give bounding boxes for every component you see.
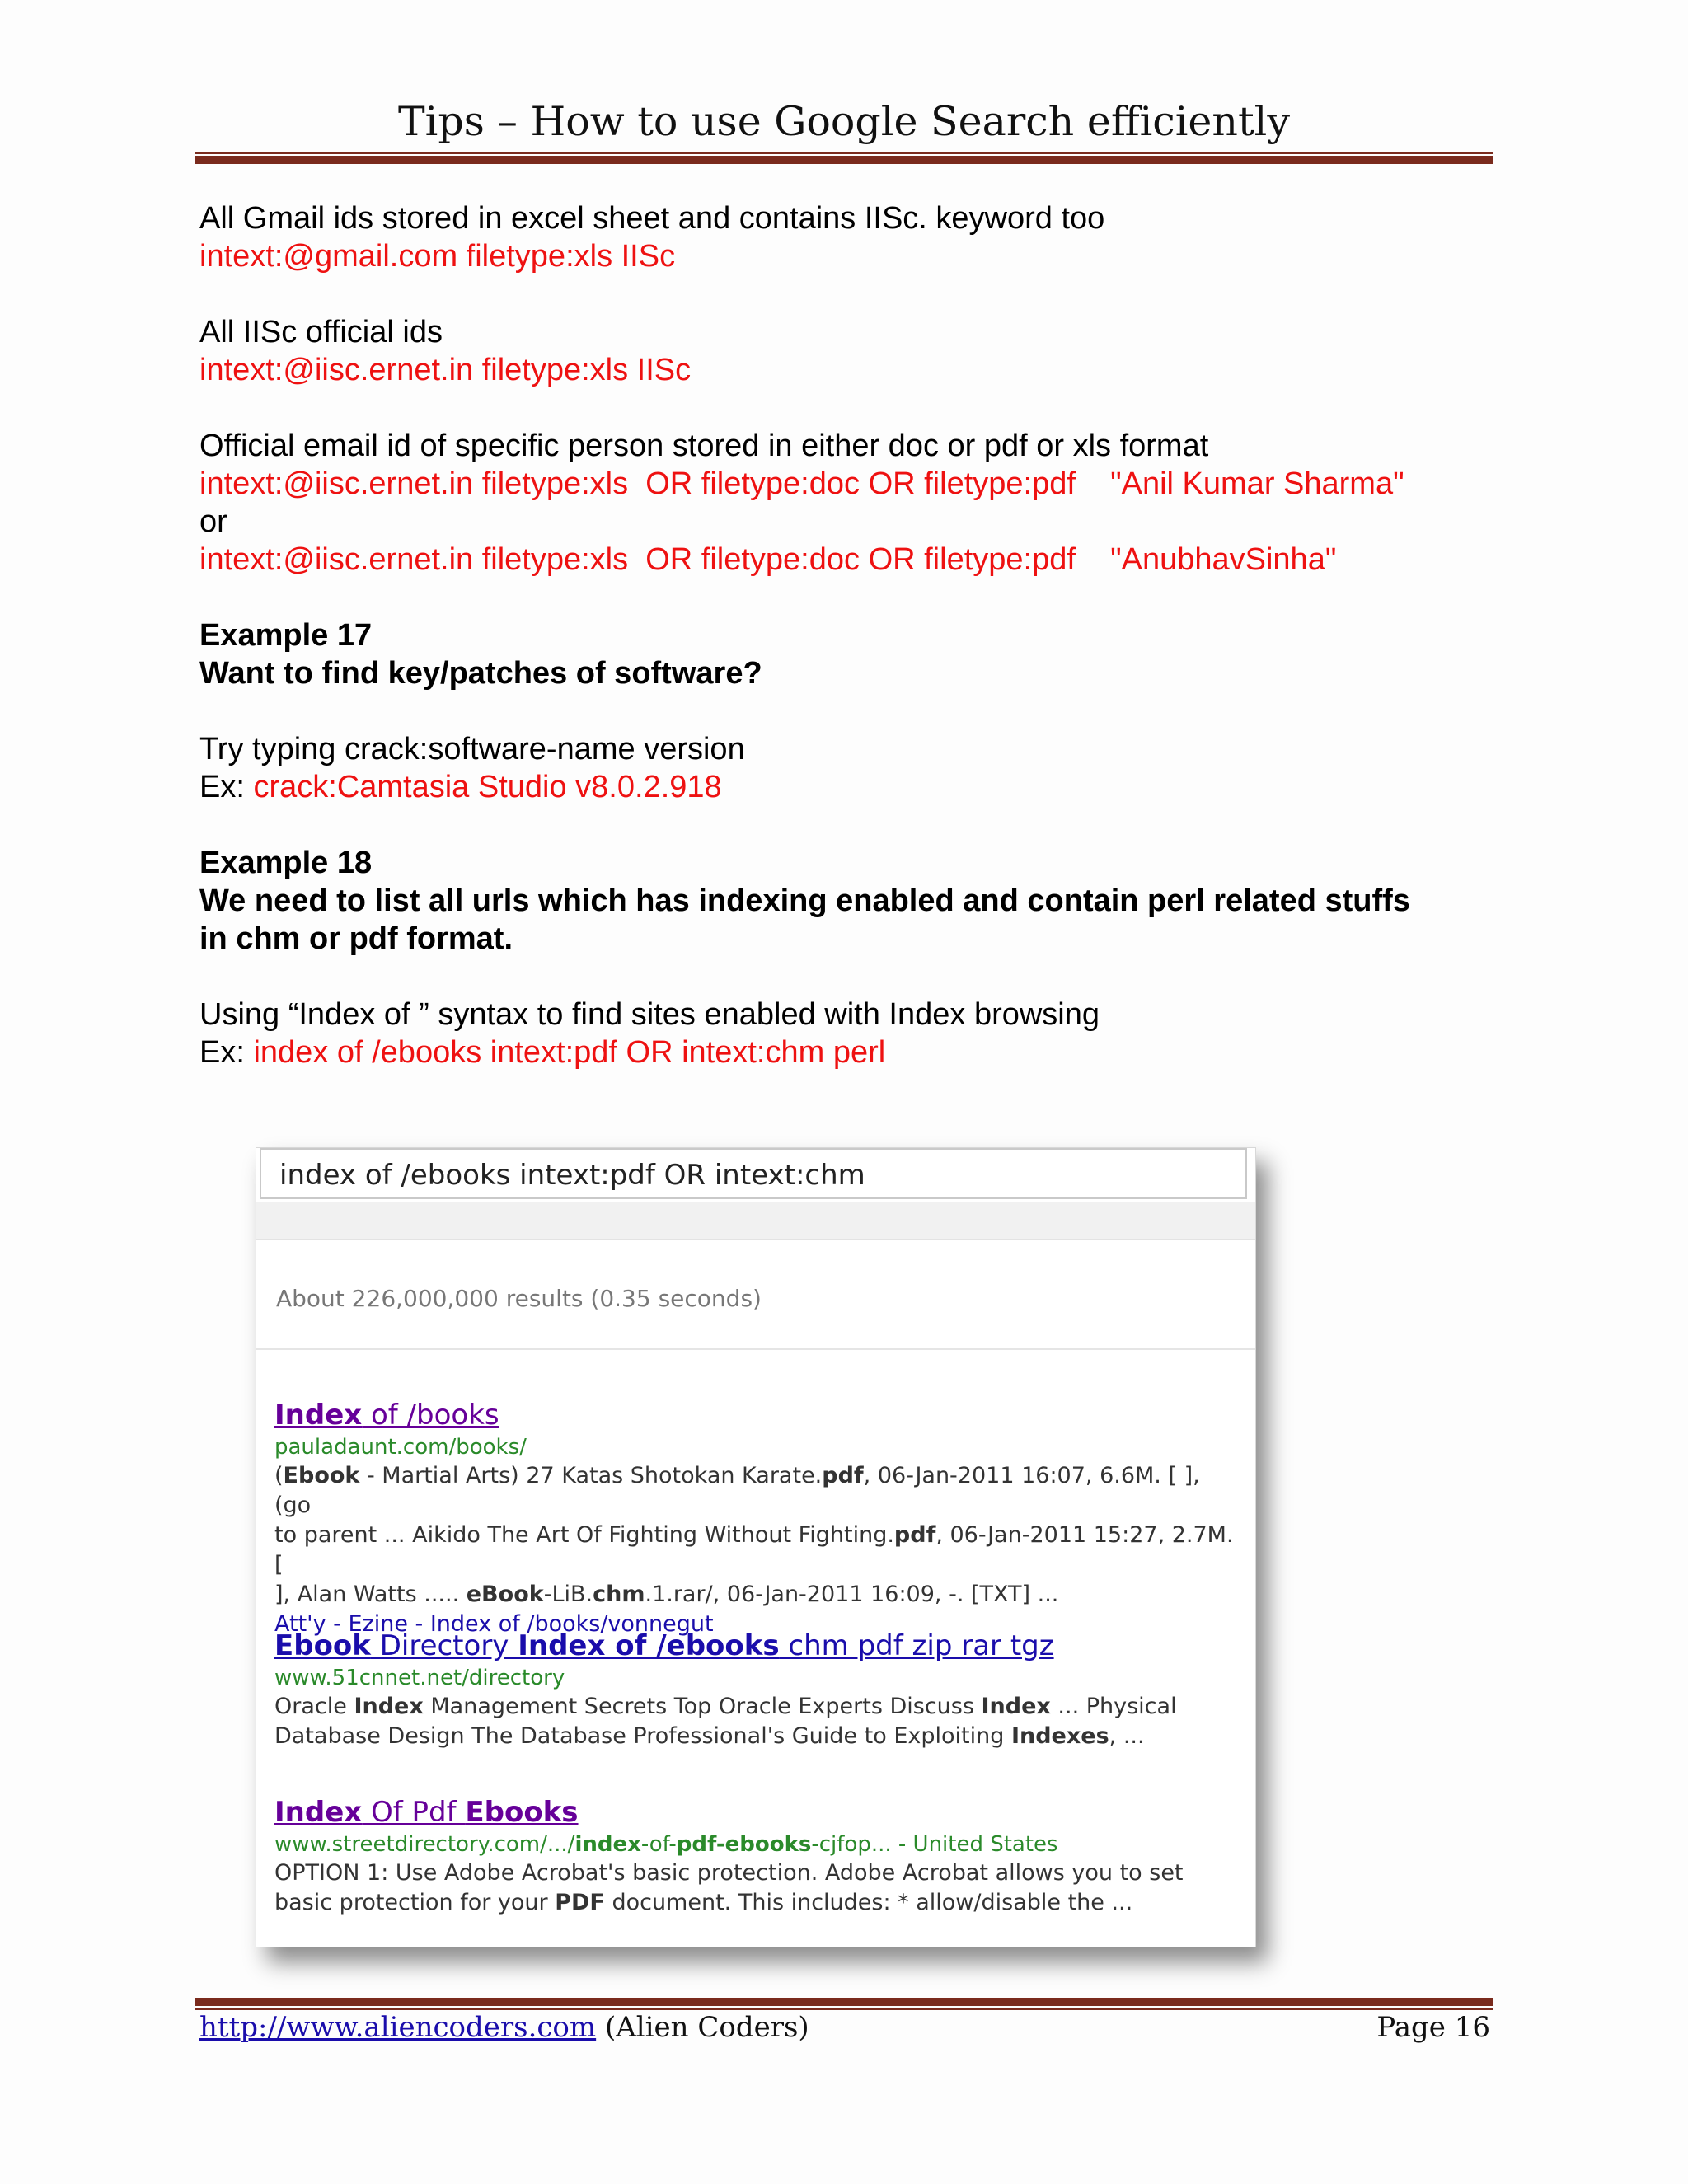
result-snippet: basic protection for your PDF document. This includes: * allow/disable the ... xyxy=(274,1890,1133,1915)
example-18-example xyxy=(199,1033,1502,1071)
example-18-query: index of /ebooks intext:pdf OR intext:chm perl xyxy=(253,1035,886,1070)
search-toolbar xyxy=(256,1202,1255,1240)
result-snippet: (Ebook - Martial Arts) 27 Katas Shotokan Karate.pdf, 06-Jan-2011 16:07, 6.6M. [ ], (go xyxy=(274,1463,1200,1518)
google-results-screenshot xyxy=(256,1147,1256,1947)
example-17-title: Example 17 xyxy=(199,618,373,653)
footer-link[interactable]: http://www.aliencoders.com xyxy=(199,2011,597,2044)
search-input[interactable]: index of /ebooks intext:pdf OR intext:chm xyxy=(260,1148,1247,1199)
search-result xyxy=(274,1794,1239,1918)
official-query-1: intext:@iisc.ernet.in filetype:xls OR filetype:doc OR filetype:pdf "Anil Kumar Sharma" xyxy=(199,466,1404,501)
ex-prefix: Ex: xyxy=(199,770,254,804)
example-18-title: Example 18 xyxy=(199,846,373,880)
ex-prefix: Ex: xyxy=(199,1035,254,1070)
results-divider xyxy=(256,1348,1255,1350)
result-sitelinks[interactable]: Att'y - Ezine - Index of /books/vonnegut xyxy=(274,1611,714,1637)
result-snippet: OPTION 1: Use Adobe Acrobat's basic protection. Adobe Acrobat allows you to set xyxy=(274,1860,1184,1886)
footer-rule-thick xyxy=(195,1998,1493,2006)
result-snippet: Database Design The Database Professional's Guide to Exploiting Indexes, ... xyxy=(274,1723,1145,1749)
result-url: pauladaunt.com/books/ xyxy=(274,1435,527,1460)
header-rule-thin xyxy=(195,152,1493,154)
page-number: Page 16 xyxy=(1376,2011,1490,2044)
result-snippet: ], Alan Watts ..... eBook-LiB.chm.1.rar/, 06-Jan-2011 16:09, -. [TXT] ... xyxy=(274,1582,1059,1607)
iisc-query: intext:@iisc.ernet.in filetype:xls IISc xyxy=(199,353,692,387)
gmail-query: intext:@gmail.com filetype:xls IISc xyxy=(199,239,676,274)
footer-site-name: (Alien Coders) xyxy=(596,2011,809,2044)
document-body xyxy=(199,199,1502,1071)
footer-rule-thin xyxy=(195,2008,1493,2010)
example-17-query: crack:Camtasia Studio v8.0.2.918 xyxy=(253,770,722,804)
result-url: www.streetdirectory.com/.../index-of-pdf-ebooks-cjfop... - United States xyxy=(274,1832,1058,1857)
example-17-tip: Try typing crack:software-name version xyxy=(199,732,745,766)
footer-source xyxy=(199,2011,809,2044)
result-title-link[interactable]: Ebook Directory Index of /ebooks chm pdf zip rar tgz xyxy=(274,1629,1054,1662)
search-result xyxy=(274,1628,1239,1751)
result-title-link[interactable]: Index of /books xyxy=(274,1399,499,1432)
page-header-title: Tips – How to use Google Search efficiently xyxy=(397,98,1291,145)
example-18-question-line1: We need to list all urls which has indexing enabled and contain perl related stuffs xyxy=(199,883,1410,918)
result-snippet: to parent ... Aikido The Art Of Fighting Without Fighting.pdf, 06-Jan-2011 15:27, 2.7M. [ xyxy=(274,1522,1234,1577)
result-stats: About 226,000,000 results (0.35 seconds) xyxy=(276,1285,762,1312)
iisc-description: All IISc official ids xyxy=(199,315,443,349)
gmail-description: All Gmail ids stored in excel sheet and contains IISc. keyword too xyxy=(199,201,1105,236)
official-description: Official email id of specific person stored in either doc or pdf or xls format xyxy=(199,429,1209,463)
result-snippet: Oracle Index Management Secrets Top Oracle Experts Discuss Index ... Physical xyxy=(274,1694,1177,1719)
example-18-tip: Using “Index of ” syntax to find sites enabled with Index browsing xyxy=(199,997,1100,1032)
header-rule-thick xyxy=(195,156,1493,164)
result-title-link[interactable]: Index Of Pdf Ebooks xyxy=(274,1796,579,1829)
example-17-question: Want to find key/patches of software? xyxy=(199,656,762,691)
result-url: www.51cnnet.net/directory xyxy=(274,1666,565,1690)
or-text: or xyxy=(199,504,227,539)
search-result xyxy=(274,1397,1239,1639)
example-17-example xyxy=(199,768,1502,806)
official-query-2: intext:@iisc.ernet.in filetype:xls OR filetype:doc OR filetype:pdf "AnubhavSinha" xyxy=(199,542,1337,577)
example-18-question-line2: in chm or pdf format. xyxy=(199,921,513,956)
